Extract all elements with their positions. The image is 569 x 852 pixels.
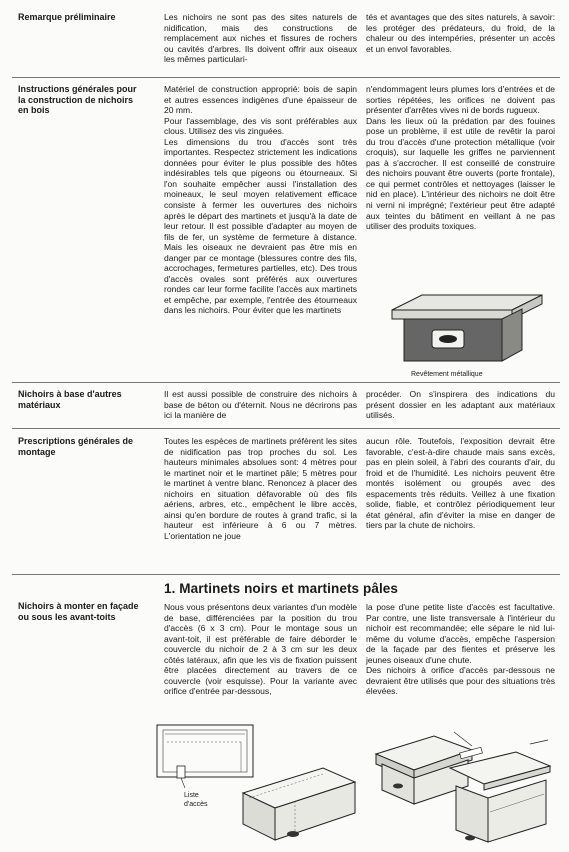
section-instructions-col1: Matériel de construction approprié: bois de sapin et autres essences indigènes d'une épaisseur de 20 mm. Pour l'assemblage, des vis sont préférables aux clous. Utilisez des vis zinguées. Les dimensions du trou d'accès sont très importantes. Respectez strictement les indications données pour éviter le plus possible des hôtes indésirables tels que pigeons ou étourneaux. Si l'on souhaite empêcher aussi l'installation des moineaux, le seul moyen relativement efficace consiste à fermer les ouvertures des nichoirs après le départ des martinets et jusqu'à la date de leur retour. Il est possible d'adapter au moyen de fils de fer, un système de fermeture à distance. Mais les oiseaux ne devraient pas être mis en danger par ce montage (blessures contre des fils, accrochages, fermetures partielles, etc). Des trous d'accès ovales sont préférés aux ouvertures rondes car leur forme facilite l'accès aux martinets et empêche, par exemple, l'entrée des étourneaux dans les nichoirs. Pour éviter que les martinets (164, 84, 357, 316)
chapter-col1: Nous vous présentons deux variantes d'un modèle de base, différenciées par la position du trou d'accès (6 x 3 cm). Pour le montage sous un avant-toit, il est préférable de faire déborder le couvercle du nichoir de 2 à 3 cm sur les deux côtés latéraux, afin que les vis de fixation puissent être placées directement au travers de ce couvercle (voir esquisse). Pour la variante avec orifice d'entrée par-dessous, (164, 602, 357, 697)
divider (12, 382, 560, 383)
section-instructions-col2: n'endommagent leurs plumes lors d'entrées et de sorties répétées, les orifices ne doivent pas présenter d'arrêtes vives ni de bords rugueux. Dans les lieux où la prédation par des fouines pose un problème, il est utile de revêtir la paroi du trou d'accès d'une protection métallique (voir croquis), sur laquelle les griffes ne parviennent pas à s'accrocher. Il est conseillé de construire des nichoirs pouvant être ouverts (porte frontale), ce qui permet contrôles et nettoyages (laisser le nid en place). L'intérieur des nichoirs ne doit être ni verni ni imprégné; l'extérieur peut être adapté aux teintes du bâtiment en veillant à ne pas utiliser des produits toxiques. (366, 84, 555, 232)
section-label-materiaux: Nichoirs à base d'autres matériaux (18, 389, 122, 410)
section-materiaux-col1: Il est aussi possible de construire des nichoirs à base de béton ou d'éternit. Nous ne décrirons pas ici la manière de (164, 389, 357, 421)
section-label-instructions: Instructions générales pour la construction de nichoirs en bois (18, 84, 137, 115)
divider (12, 428, 560, 429)
section-label-montage: Prescriptions générales de montage (18, 436, 134, 457)
chapter-heading: 1. Martinets noirs et martinets pâles (164, 581, 399, 596)
figure-caption: Revêtement métallique (411, 371, 483, 378)
section-label-remarque: Remarque préliminaire (18, 12, 116, 22)
box-sketch-open (430, 738, 560, 848)
section-remarque-col1: Les nichoirs ne sont pas des sites naturels de nidification, mais des constructions de remplacement aux niches et fissures de rochers ou cavités d'arbres. Ils doivent offrir aux oiseaux les mêmes particulari- (164, 12, 357, 65)
section-montage-col2: aucun rôle. Toutefois, l'exposition devrait être favorable, c'est-à-dire chaude mais sans excès, pas en plein soleil, à l'abri des courants d'air, du froid et de l'humidité. Les nichoirs peuvent être montés isolément ou groupés avec des espacements très réduits. Veillez à une fixation solide, fiable, et contrôlez périodiquement leur état général, afin d'éviter la mise en danger de tiers par la chute de nichoirs. (366, 436, 555, 531)
section-materiaux-col2: procéder. On s'inspirera des indications du présent dossier en les adaptant aux matériaux utilisés. (366, 389, 555, 421)
metal-cover-sketch (372, 290, 557, 370)
section-montage-col1: Toutes les espèces de martinets préfèrent les sites de nidification pas trop proches du sol. Les hauteurs minimales absolues sont: 4 mètres pour le martinet noir et le martinet pâle; 5 mètres pour le martinet à ventre blanc. Renoncez à placer des nichoirs en situation défavorable où des fils aériens, arbres, etc., empêchent le libre accès, ainsi qu'en bordure de routes à grand trafic, si la hauteur est inférieure à 6 ou 7 mètres. L'orientation ne joue (164, 436, 357, 541)
section-remarque-col2: tés et avantages que des sites naturels, à savoir: les protéger des prédateurs, du froid, de la chaleur ou des intempéries, présenter un accès et un envol favorables. (366, 12, 555, 54)
divider (12, 77, 560, 78)
section-label-facade: Nichoirs à monter en façade ou sous les avant-toits (18, 601, 139, 622)
diagram-label: Liste d'accès (184, 792, 208, 808)
box-sketch-bottom-entrance (235, 738, 365, 846)
chapter-col2: la pose d'une petite liste d'accès est facultative. Par contre, une liste transversale à l'intérieur du nichoir est recommandée; elle sépare le nid lui-même du volume d'accès, empêche l'aspersion de la façade par des fientes et préserve les jeunes oiseaux d'une chute. Des nichoirs à orifice d'accès par-dessous ne devraient être utilisés que pour des situations très élevées. (366, 602, 555, 697)
divider (12, 574, 560, 575)
